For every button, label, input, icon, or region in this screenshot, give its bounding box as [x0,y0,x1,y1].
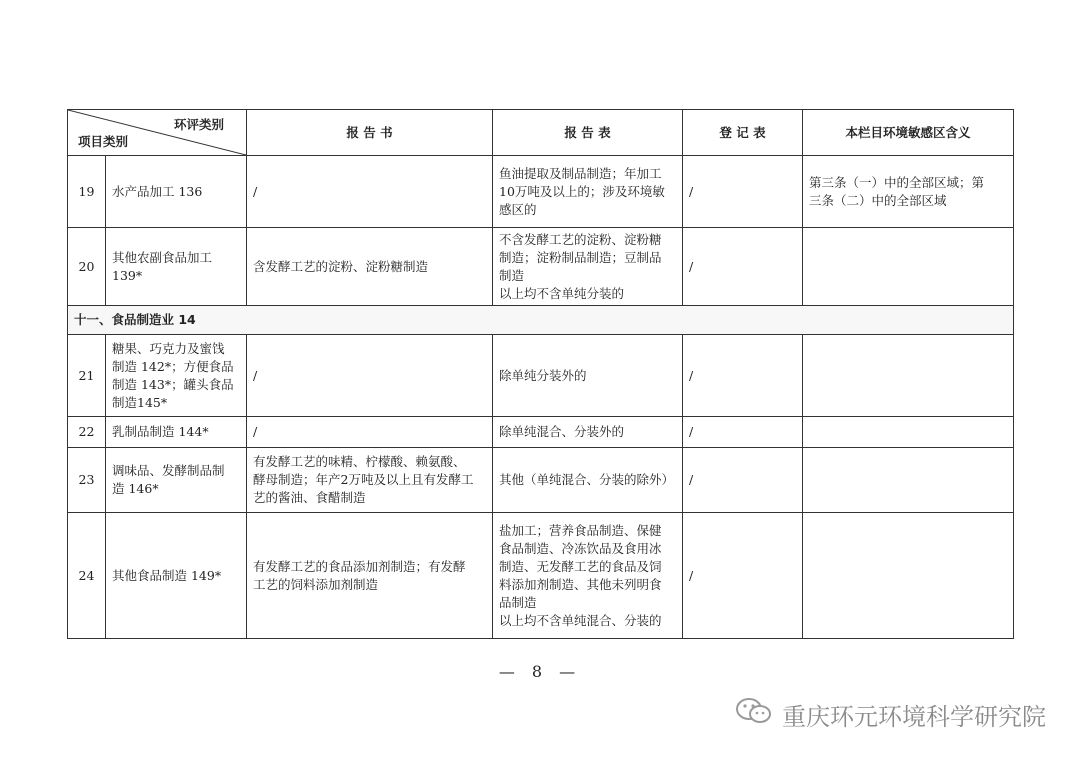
register-cell: / [683,156,803,228]
project-category: 其他食品制造 149* [106,513,247,639]
report-form-cell: 盐加工；营养食品制造、保健 食品制造、冷冻饮品及食用冰 制造、无发酵工艺的食品及饲 料添加剂制造、其他未列明食 品制造 以上均不含单纯混合、分装的 [493,513,683,639]
project-category: 糖果、巧克力及蜜饯 制造 142*；方便食品 制造 143*；罐头食品 制造145* [106,335,247,417]
report-cell: 含发酵工艺的淀粉、淀粉糖制造 [247,228,493,306]
report-cell: 有发酵工艺的味精、柠檬酸、赖氨酸、 酵母制造；年产2万吨及以上且有发酵工 艺的酱油、食醋制造 [247,448,493,513]
row-number: 21 [68,335,106,417]
watermark [734,696,1046,732]
row-number: 20 [68,228,106,306]
sensitive-cell: 第三条（一）中的全部区域；第 三条（二）中的全部区域 [803,156,1014,228]
project-category: 乳制品制造 144* [106,417,247,448]
header-row [68,110,1014,156]
table-row [68,513,1014,639]
sensitive-cell [803,228,1014,306]
section-title: 十一、食品制造业 14 [68,306,1014,335]
register-cell: / [683,335,803,417]
table-row [68,417,1014,448]
watermark-text: 重庆环元环境科学研究院 [782,702,1046,731]
project-category: 水产品加工 136 [106,156,247,228]
sensitive-cell [803,417,1014,448]
report-cell: / [247,335,493,417]
sensitive-cell [803,513,1014,639]
row-number: 24 [68,513,106,639]
header-register-form: 登 记 表 [683,110,803,156]
report-cell: 有发酵工艺的食品添加剂制造；有发酵 工艺的饲料添加剂制造 [247,513,493,639]
register-cell: / [683,513,803,639]
report-form-cell: 其他（单纯混合、分装的除外） [493,448,683,513]
register-cell: / [683,448,803,513]
header-project-category: 项目类别 [78,134,129,149]
table-row [68,448,1014,513]
table-row [68,228,1014,306]
report-form-cell: 不含发酵工艺的淀粉、淀粉糖 制造；淀粉制品制造；豆制品 制造 以上均不含单纯分装的 [493,228,683,306]
report-form-cell: 除单纯分装外的 [493,335,683,417]
header-eia-category: 环评类别 [173,117,224,132]
row-number: 19 [68,156,106,228]
row-number: 22 [68,417,106,448]
project-category: 其他农副食品加工 139* [106,228,247,306]
header-report-form: 报 告 表 [493,110,683,156]
report-form-cell: 除单纯混合、分装外的 [493,417,683,448]
register-cell: / [683,417,803,448]
classification-table [67,109,1014,639]
wechat-icon [734,696,774,732]
register-cell: / [683,228,803,306]
report-form-cell: 鱼油提取及制品制造；年加工 10万吨及以上的；涉及环境敏 感区的 [493,156,683,228]
report-cell: / [247,417,493,448]
row-number: 23 [68,448,106,513]
table-row [68,335,1014,417]
header-sensitive-area: 本栏目环境敏感区含义 [803,110,1014,156]
table-row [68,156,1014,228]
project-category: 调味品、发酵制品制 造 146* [106,448,247,513]
page-number: — 8 — [498,662,582,681]
sensitive-cell [803,448,1014,513]
header-report: 报 告 书 [247,110,493,156]
diagonal-header [68,110,247,156]
section-row [68,306,1014,335]
report-cell: / [247,156,493,228]
sensitive-cell [803,335,1014,417]
